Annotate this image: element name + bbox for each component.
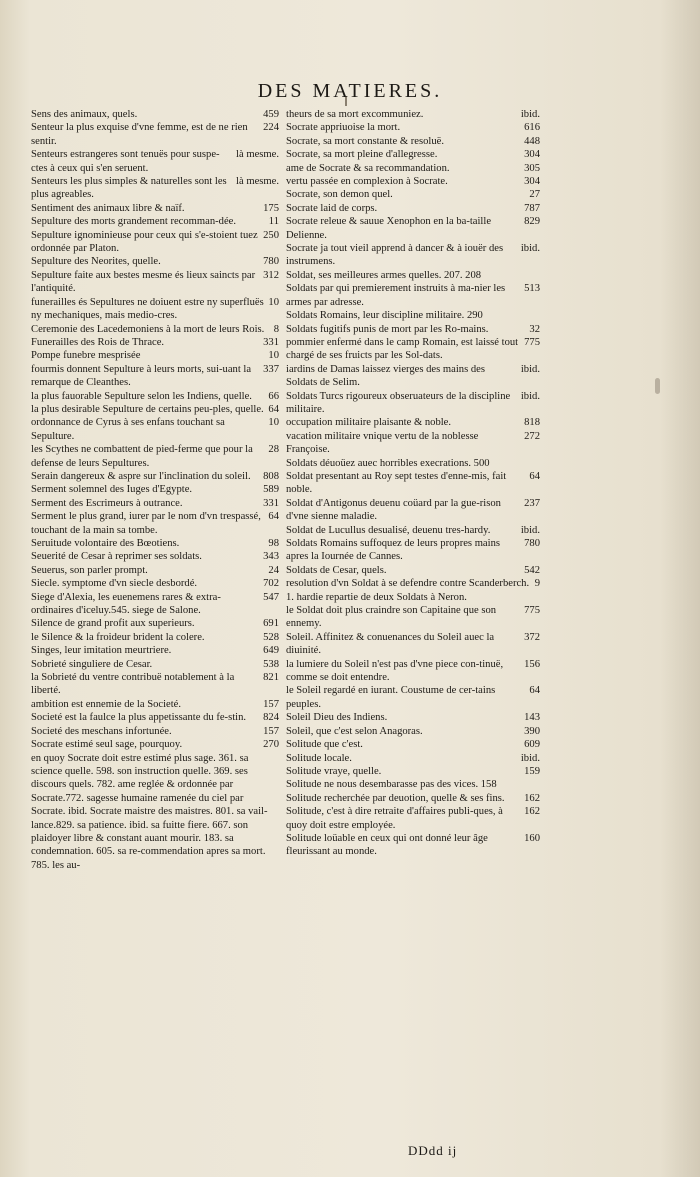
index-entry <box>286 202 540 215</box>
entry-text: les Scythes ne combattent de pied-ferme que pour la defense de leurs Sepultures. <box>31 444 253 469</box>
index-entry <box>286 524 540 537</box>
index-entry <box>286 188 540 201</box>
page-reference: 157 <box>263 698 279 710</box>
entry-text: Seuerus, son parler prompt. <box>31 564 148 576</box>
page-reference: 702 <box>263 578 279 590</box>
page-reference: là mesme. <box>236 176 279 188</box>
index-entry <box>31 202 279 215</box>
entry-text: Sepulture des morts grandement recomman-dée. <box>31 216 237 228</box>
page-reference: 224 <box>263 122 279 134</box>
page-reference: 98 <box>268 538 279 549</box>
index-entry <box>31 658 279 671</box>
entry-text: Silence de grand profit aux superieurs. <box>31 618 195 630</box>
index-entry <box>31 416 279 443</box>
entry-text: Singes, leur imitation meurtriere. <box>31 645 172 657</box>
index-entry <box>31 738 279 751</box>
entry-text: Senteurs les plus simples & naturelles sont les plus agreables. <box>31 176 227 201</box>
entry-text: la Sobrieté du ventre contribuë notablement à la liberté. <box>31 672 235 697</box>
index-entry <box>286 684 540 711</box>
index-entry <box>31 577 279 590</box>
page-reference: 818 <box>524 417 540 429</box>
index-entry <box>31 564 279 577</box>
index-column-left <box>31 108 279 872</box>
entry-text: ame de Socrate & sa recommandation. <box>286 162 450 174</box>
page-reference: 780 <box>524 538 540 549</box>
entry-text: Solitude locale. <box>286 752 352 764</box>
index-entry <box>286 242 540 269</box>
entry-text: Soleil Dieu des Indiens. <box>286 712 388 724</box>
page-reference: 28 <box>268 444 279 456</box>
entry-text: Sepulture des Neorites, quelle. <box>31 256 161 268</box>
index-entry <box>286 752 540 765</box>
index-entry <box>286 497 540 524</box>
page-reference: 589 <box>263 484 279 496</box>
page-reference: 609 <box>524 739 540 751</box>
index-entry <box>286 363 540 390</box>
entry-text: Soldat d'Antigonus deuenu coüard par la gue-rison d'vne sienne maladie. <box>286 497 501 523</box>
index-entry <box>286 121 540 134</box>
entry-text: Soldats Romains suffoquez de leurs propres mains apres la Iournée de Cannes. <box>286 538 501 563</box>
index-entry <box>286 778 540 791</box>
page-reference: 143 <box>524 712 540 724</box>
page-reference: 542 <box>524 564 540 576</box>
entry-text: Socrate laid de corps. <box>286 202 378 214</box>
index-entry <box>31 483 279 496</box>
page-reference: ibid. <box>520 524 540 536</box>
page-reference: ibid. <box>520 363 540 375</box>
page-reference: 775 <box>524 605 540 617</box>
index-entry <box>31 255 279 268</box>
page-reference: 11 <box>268 216 279 228</box>
entry-text: Serment le plus grand, iurer par le nom d'vn trespassé, touchant de la main sa tombe. <box>31 511 261 536</box>
page-reference: 312 <box>263 269 279 281</box>
page-reference: 616 <box>524 122 540 134</box>
entry-text: Soldats déuoüez auec horribles execrations. 500 <box>286 457 490 469</box>
ink-spot <box>655 378 660 394</box>
index-entry <box>31 390 279 403</box>
page-reference: 64 <box>529 685 540 697</box>
page-reference: 304 <box>524 149 540 161</box>
entry-text: le Soleil regardé en iurant. Coustume de cer-tains peuples. <box>286 685 496 710</box>
index-entry <box>286 309 540 322</box>
entry-text: Soldat presentant au Roy sept testes d'enne-mis, fait noble. <box>286 470 507 496</box>
page-reference: 250 <box>263 229 279 241</box>
entry-text: Solitude que c'est. <box>286 739 363 751</box>
page-reference: 10 <box>268 296 279 308</box>
page-reference: 448 <box>524 135 540 147</box>
page-reference: 824 <box>263 712 279 724</box>
page-reference: 8 <box>273 323 279 335</box>
page-edge-shadow <box>660 0 700 1177</box>
index-entry <box>286 564 540 577</box>
page-reference: 808 <box>263 470 279 482</box>
page-reference: 513 <box>524 283 540 295</box>
index-entry <box>31 148 279 175</box>
entry-text: le Soldat doit plus craindre son Capitaine que son ennemy. <box>286 605 497 630</box>
entry-text: Solitude ne nous desembarasse pas des vices. 158 <box>286 779 497 791</box>
index-entry <box>286 470 540 497</box>
page-reference: 649 <box>263 645 279 657</box>
entry-text: Sens des animaux, quels. <box>31 109 138 120</box>
index-entry <box>31 108 279 121</box>
page-reference: 547 <box>263 591 279 603</box>
entry-text: Seuerité de Cesar à reprimer ses soldats. <box>31 551 202 563</box>
entry-text: Sobrieté singuliere de Cesar. <box>31 658 153 670</box>
index-entry <box>286 323 540 336</box>
entry-text: Societé est la faulce la plus appetissante du fe-stin. <box>31 712 247 724</box>
page-reference: 372 <box>524 631 540 643</box>
page-reference: 787 <box>524 202 540 214</box>
index-entry <box>31 711 279 724</box>
entry-text: Ceremonie des Lacedemoniens à la mort de leurs Rois. <box>31 323 265 335</box>
entry-text: Socrate, sa mort constante & resoluë. <box>286 135 444 147</box>
page-reference: 528 <box>263 631 279 643</box>
page-reference: 821 <box>263 672 279 684</box>
entry-text: resolution d'vn Soldat à se defendre contre Scanderberch. 1. hardie repartie de deux Soldats à Neron. <box>286 578 530 603</box>
entry-text: en quoy Socrate doit estre estimé plus sage. 361. sa science quelle. 598. son instruction quelle. 369. ses discours quels. 782. ame reglée & ordonnée par Socrate.772. sagesse humaine ramenée du ciel par Socrate. ibid. Socrate maistre des maistres. 801. sa vail-lance.829. sa patience. ibid. sa fuitte fiere. 667. son plaidoyer libre & constant auant mourir. 183. sa condemnation. 605. sa re-commendation apres sa mort. 785. les au- <box>31 752 268 871</box>
index-entry <box>31 296 279 323</box>
page-reference: 775 <box>524 336 540 348</box>
index-entry <box>31 121 279 148</box>
index-entry <box>286 162 540 175</box>
entry-text: Solitude recherchée par deuotion, quelle & ses fins. <box>286 792 505 804</box>
entry-text: Societé des meschans infortunée. <box>31 725 172 737</box>
index-entry <box>286 832 540 859</box>
index-entry <box>31 644 279 657</box>
index-entry <box>286 711 540 724</box>
page-reference: 27 <box>529 189 540 201</box>
index-entry <box>31 550 279 563</box>
entry-text: la plus desirable Sepulture de certains peu-ples, quelle. <box>31 403 264 415</box>
index-entry <box>286 282 540 309</box>
page-reference: 66 <box>268 390 279 402</box>
index-entry <box>286 457 540 470</box>
entry-text: Serment solemnel des Iuges d'Egypte. <box>31 484 193 496</box>
page-reference: 829 <box>524 216 540 228</box>
index-entry <box>286 738 540 751</box>
page-reference: 10 <box>268 417 279 429</box>
entry-text: Soleil, que c'est selon Anagoras. <box>286 725 423 737</box>
entry-text: Sepulture faite aux bestes mesme és lieux saincts par l'antiquité. <box>31 269 256 295</box>
entry-text: Socrate appriuoise la mort. <box>286 122 401 134</box>
index-entry <box>286 215 540 242</box>
entry-text: vertu passée en complexion à Socrate. <box>286 176 448 188</box>
entry-text: Soldat de Lucullus desualisé, deuenu tres-hardy. <box>286 524 491 536</box>
entry-text: Soldat, ses meilleures armes quelles. 207. 208 <box>286 269 482 281</box>
page-reference: 64 <box>268 403 279 415</box>
page-reference: 343 <box>263 551 279 563</box>
page-reference: 157 <box>263 725 279 737</box>
index-entry <box>31 403 279 416</box>
entry-text: Siege d'Alexia, les euenemens rares & extra-ordinaires d'iceluy.545. siege de Salone. <box>31 591 221 617</box>
index-entry <box>31 443 279 470</box>
index-entry <box>286 416 540 429</box>
page-reference: 780 <box>263 256 279 268</box>
page-reference: 156 <box>524 658 540 670</box>
page-reference: 9 <box>534 578 540 590</box>
index-entry <box>286 430 540 457</box>
index-entry <box>31 631 279 644</box>
entry-text: Socrate estimé seul sage, pourquoy. <box>31 739 183 751</box>
entry-text: Siecle. symptome d'vn siecle desbordé. <box>31 578 198 590</box>
page-reference: 331 <box>263 336 279 348</box>
entry-text: iardins de Damas laissez vierges des mains des Soldats de Selim. <box>286 363 485 389</box>
entry-text: occupation militaire plaisante & noble. <box>286 417 452 429</box>
index-entry <box>31 470 279 483</box>
index-entry <box>31 537 279 550</box>
entry-text: Socrate releue & sauue Xenophon en la ba-taille Delienne. <box>286 216 492 241</box>
entry-text: Soldats fugitifs punis de mort par les Ro-mains. <box>286 323 489 335</box>
entry-text: Pompe funebre mesprisée <box>31 350 141 362</box>
page-reference: 160 <box>524 832 540 844</box>
entry-text: Sentiment des animaux libre & naïf. <box>31 202 185 214</box>
entry-text: Socrate, sa mort pleine d'allegresse. <box>286 149 438 161</box>
entry-text: Socrate, son demon quel. <box>286 189 393 201</box>
index-entry <box>31 215 279 228</box>
entry-text: Solitude loüable en ceux qui ont donné leur âge fleurissant au monde. <box>286 832 488 858</box>
index-entry <box>286 805 540 832</box>
entry-text: theurs de sa mort excommuniez. <box>286 109 424 120</box>
entry-text: Soldats Turcs rigoureux obseruateurs de la discipline militaire. <box>286 390 511 415</box>
page-title: DES MATIERES. <box>257 80 443 102</box>
index-entry <box>286 537 540 564</box>
entry-text: funerailles és Sepultures ne doiuent estre ny superfluës ny mechaniques, mais medio-cres. <box>31 296 264 322</box>
index-entry <box>286 792 540 805</box>
page-reference: 337 <box>263 363 279 375</box>
index-entry <box>31 229 279 256</box>
page-reference: 304 <box>524 176 540 188</box>
index-entry <box>31 497 279 510</box>
entry-text: Soldats de Cesar, quels. <box>286 564 387 576</box>
entry-text: Soldats par qui premierement instruits à ma-nier les armes par adresse. <box>286 283 506 308</box>
page-reference: 237 <box>524 497 540 509</box>
index-entry <box>286 148 540 161</box>
page-reference: 331 <box>263 497 279 509</box>
page-reference: ibid. <box>520 390 540 402</box>
index-entry <box>286 658 540 685</box>
page-reference: 305 <box>524 162 540 174</box>
index-entry <box>286 108 540 121</box>
index-column-right <box>286 108 540 859</box>
page-reference: 459 <box>263 109 279 120</box>
index-entry <box>31 269 279 296</box>
index-entry <box>31 698 279 711</box>
entry-text: ordonnance de Cyrus à ses enfans touchant sa Sepulture. <box>31 417 225 442</box>
entry-text: Solitude vraye, quelle. <box>286 765 382 777</box>
entry-text: ambition est ennemie de la Societé. <box>31 698 182 710</box>
index-entry <box>286 631 540 658</box>
index-entry <box>31 175 279 202</box>
page-reference: 691 <box>263 618 279 630</box>
entry-text: Soldats Romains, leur discipline militaire. 290 <box>286 310 483 322</box>
index-entry <box>31 617 279 630</box>
entry-text: Seruitude volontaire des Bœotiens. <box>31 538 180 549</box>
index-entry <box>31 349 279 362</box>
index-entry <box>286 725 540 738</box>
page-reference: 24 <box>268 564 279 576</box>
page-reference: 159 <box>524 765 540 777</box>
entry-text: Senteurs estrangeres sont tenuës pour suspe-ctes à ceux qui s'en seruent. <box>31 149 220 174</box>
page-reference: ibid. <box>520 243 540 255</box>
index-entry <box>286 269 540 282</box>
entry-text: Sepulture ignominieuse pour ceux qui s'e-stoient tuez ordonnée par Platon. <box>31 229 258 255</box>
index-entry <box>286 390 540 417</box>
page-reference: 162 <box>524 792 540 804</box>
page-reference: 64 <box>268 511 279 523</box>
index-entry <box>31 323 279 336</box>
index-entry <box>286 175 540 188</box>
page-reference: là mesme. <box>236 149 279 161</box>
entry-text: Soleil. Affinitez & conuenances du Soleil auec la diuinité. <box>286 631 495 657</box>
page-reference: 10 <box>268 350 279 362</box>
entry-text: Funerailles des Rois de Thrace. <box>31 336 165 348</box>
page-reference: 32 <box>529 323 540 335</box>
index-entry <box>31 336 279 349</box>
index-entry <box>286 604 540 631</box>
index-entry <box>31 671 279 698</box>
entry-text: Solitude, c'est à dire retraite d'affaires publi-ques, à quoy doit estre employée. <box>286 806 503 831</box>
entry-text: Socrate ja tout vieil apprend à dancer & à iouër des instrumens. <box>286 243 504 268</box>
entry-text: fourmis donnent Sepulture à leurs morts, sui-uant la remarque de Cleanthes. <box>31 363 252 389</box>
page-reference: 64 <box>529 470 540 482</box>
page-reference: 538 <box>263 658 279 670</box>
page-reference: 175 <box>263 202 279 214</box>
index-entry <box>31 725 279 738</box>
catchword: DDdd ij <box>408 1143 458 1158</box>
index-entry <box>31 363 279 390</box>
entry-text: Serain dangereux & aspre sur l'inclination du soleil. <box>31 470 251 482</box>
entry-text: vacation militaire vnique vertu de la noblesse Françoise. <box>286 430 479 456</box>
page-reference: 270 <box>263 739 279 751</box>
index-entry <box>31 591 279 618</box>
entry-text: Senteur la plus exquise d'vne femme, est de ne rien sentir. <box>31 122 248 147</box>
page-reference: 272 <box>524 430 540 442</box>
entry-text: Serment des Escrimeurs à outrance. <box>31 497 183 509</box>
index-entry <box>286 765 540 778</box>
page-reference: 390 <box>524 725 540 737</box>
entry-text: la plus fauorable Sepulture selon les Indiens, quelle. <box>31 390 252 402</box>
index-entry <box>31 510 279 537</box>
index-entry <box>31 752 279 873</box>
index-entry <box>286 577 540 604</box>
page-reference: ibid. <box>520 109 540 120</box>
entry-text: pommier enfermé dans le camp Romain, est laissé tout chargé de ses fruicts par les Sol-dats. <box>286 336 519 362</box>
entry-text: la lumiere du Soleil n'est pas d'vne piece con-tinuë, comme se doit entendre. <box>286 658 504 684</box>
page-reference: 162 <box>524 806 540 818</box>
index-entry <box>286 135 540 148</box>
page-reference: ibid. <box>520 752 540 764</box>
index-entry <box>286 336 540 363</box>
entry-text: le Silence & la froideur brident la colere. <box>31 631 205 643</box>
